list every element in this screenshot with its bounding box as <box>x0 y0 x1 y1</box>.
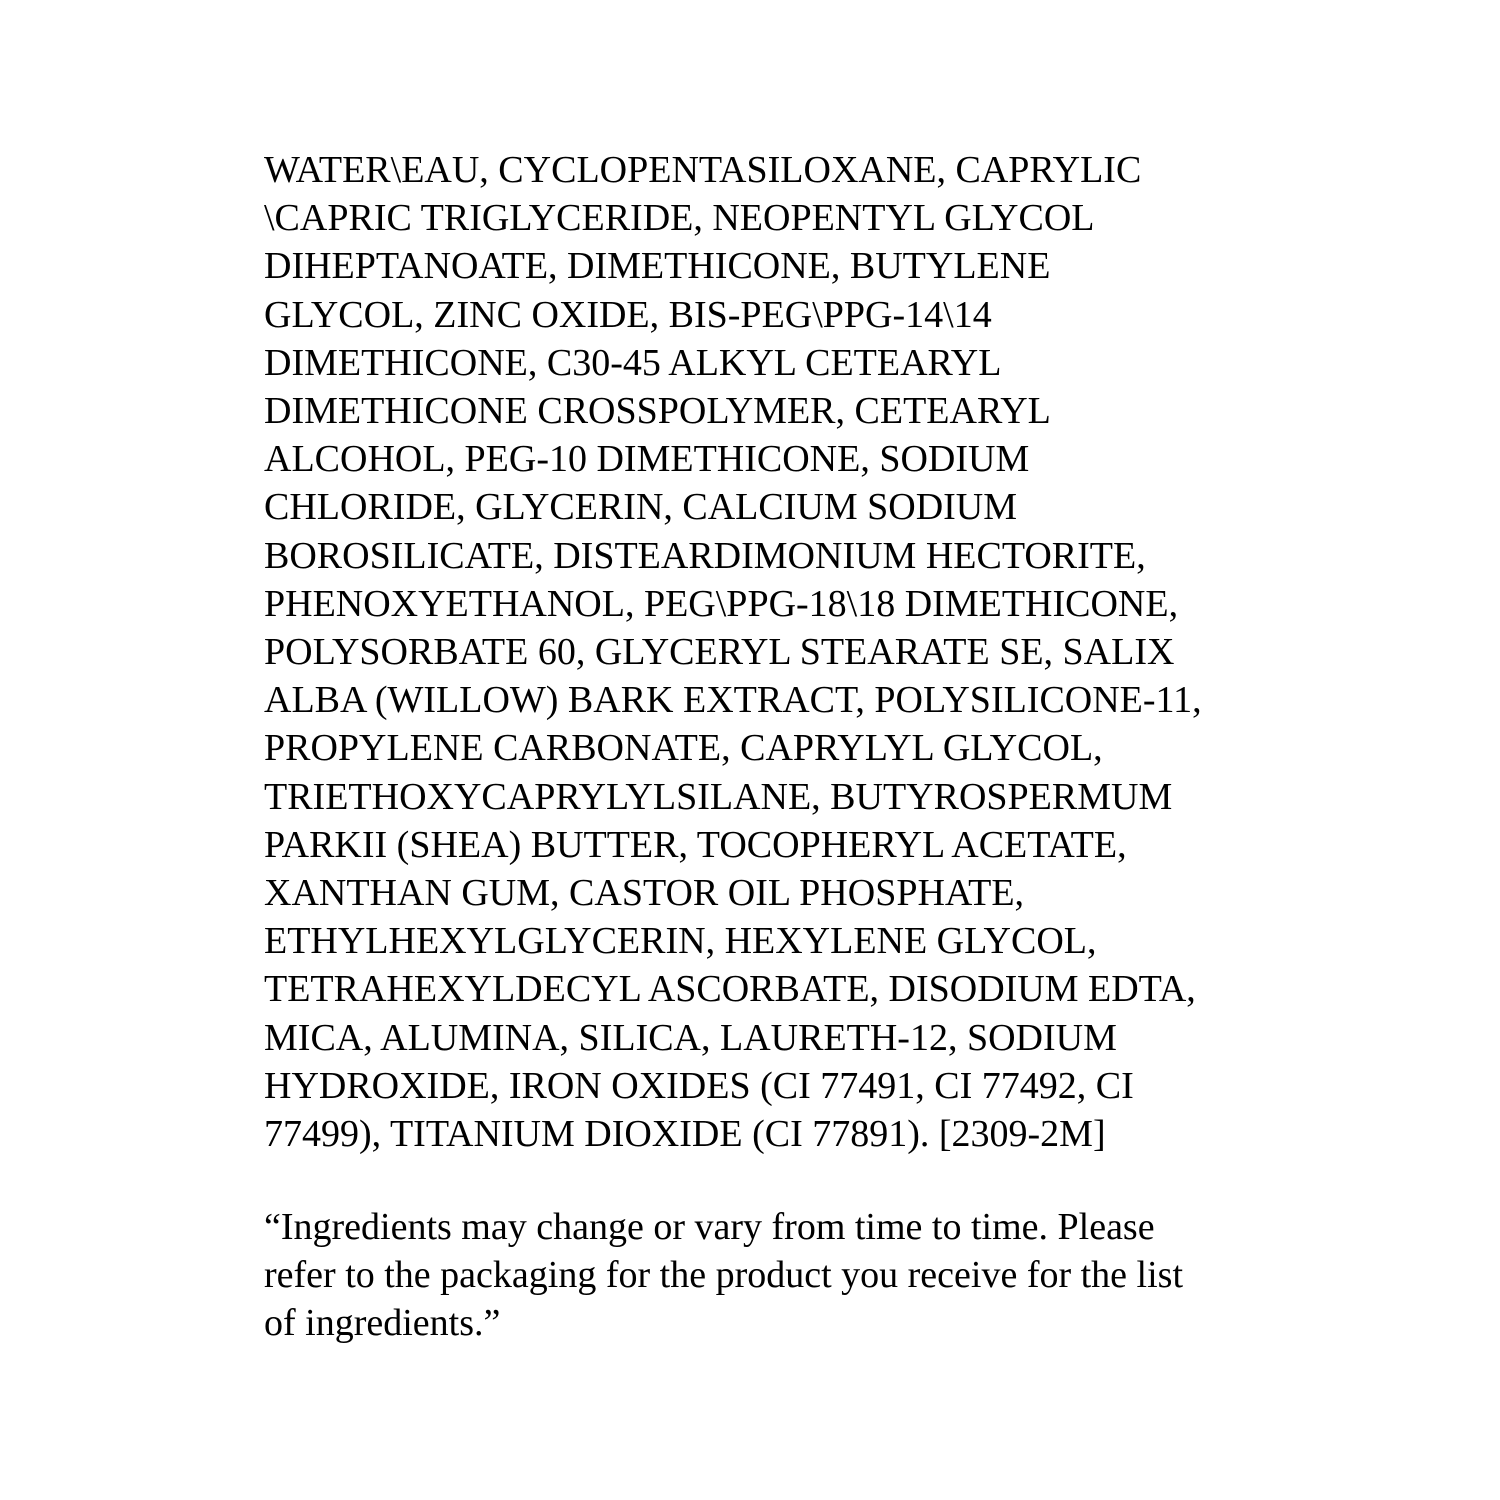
disclaimer-line: refer to the packaging for the product you receive for the list <box>264 1254 1184 1297</box>
ingredients-line: XANTHAN GUM, CASTOR OIL PHOSPHATE, <box>264 872 1025 915</box>
ingredients-line: HYDROXIDE, IRON OXIDES (CI 77491, CI 77492, CI <box>264 1064 1134 1107</box>
ingredients-line: CHLORIDE, GLYCERIN, CALCIUM SODIUM <box>264 486 1018 529</box>
ingredients-line: ALBA (WILLOW) BARK EXTRACT, POLYSILICONE-11, <box>264 679 1202 722</box>
ingredients-list <box>264 146 1264 1158</box>
ingredients-line: DIMETHICONE, C30-45 ALKYL CETEARYL <box>264 341 1002 384</box>
ingredients-line: PROPYLENE CARBONATE, CAPRYLYL GLYCOL, <box>264 727 1103 770</box>
ingredients-line: \CAPRIC TRIGLYCERIDE, NEOPENTYL GLYCOL <box>264 197 1095 240</box>
ingredients-line: ALCOHOL, PEG-10 DIMETHICONE, SODIUM <box>264 438 1030 481</box>
ingredients-disclaimer <box>264 1203 1183 1348</box>
ingredients-line: TRIETHOXYCAPRYLYLSILANE, BUTYROSPERMUM <box>264 775 1173 818</box>
ingredients-line: DIMETHICONE CROSSPOLYMER, CETEARYL <box>264 390 1051 433</box>
ingredients-line: WATER\EAU, CYCLOPENTASILOXANE, CAPRYLIC <box>264 149 1142 191</box>
ingredients-line: TETRAHEXYLDECYL ASCORBATE, DISODIUM EDTA, <box>264 968 1196 1011</box>
disclaimer-line: “Ingredients may change or vary from time to time. Please <box>264 1206 1155 1248</box>
ingredients-line: DIHEPTANOATE, DIMETHICONE, BUTYLENE <box>264 245 1051 288</box>
ingredients-line: BOROSILICATE, DISTEARDIMONIUM HECTORITE, <box>264 534 1146 577</box>
ingredients-line: POLYSORBATE 60, GLYCERYL STEARATE SE, SALIX <box>264 631 1175 674</box>
document-page <box>264 146 1264 1345</box>
ingredients-line: 77499), TITANIUM DIOXIDE (CI 77891). [2309-2M] <box>264 1113 1106 1156</box>
ingredients-line: GLYCOL, ZINC OXIDE, BIS-PEG\PPG-14\14 <box>264 293 992 336</box>
ingredients-line: ETHYLHEXYLGLYCERIN, HEXYLENE GLYCOL, <box>264 920 1097 963</box>
ingredients-line: PHENOXYETHANOL, PEG\PPG-18\18 DIMETHICONE, <box>264 582 1179 625</box>
ingredients-line: MICA, ALUMINA, SILICA, LAURETH-12, SODIUM <box>264 1016 1117 1059</box>
disclaimer-line: of ingredients.” <box>264 1302 501 1345</box>
ingredients-line: PARKII (SHEA) BUTTER, TOCOPHERYL ACETATE, <box>264 823 1127 866</box>
